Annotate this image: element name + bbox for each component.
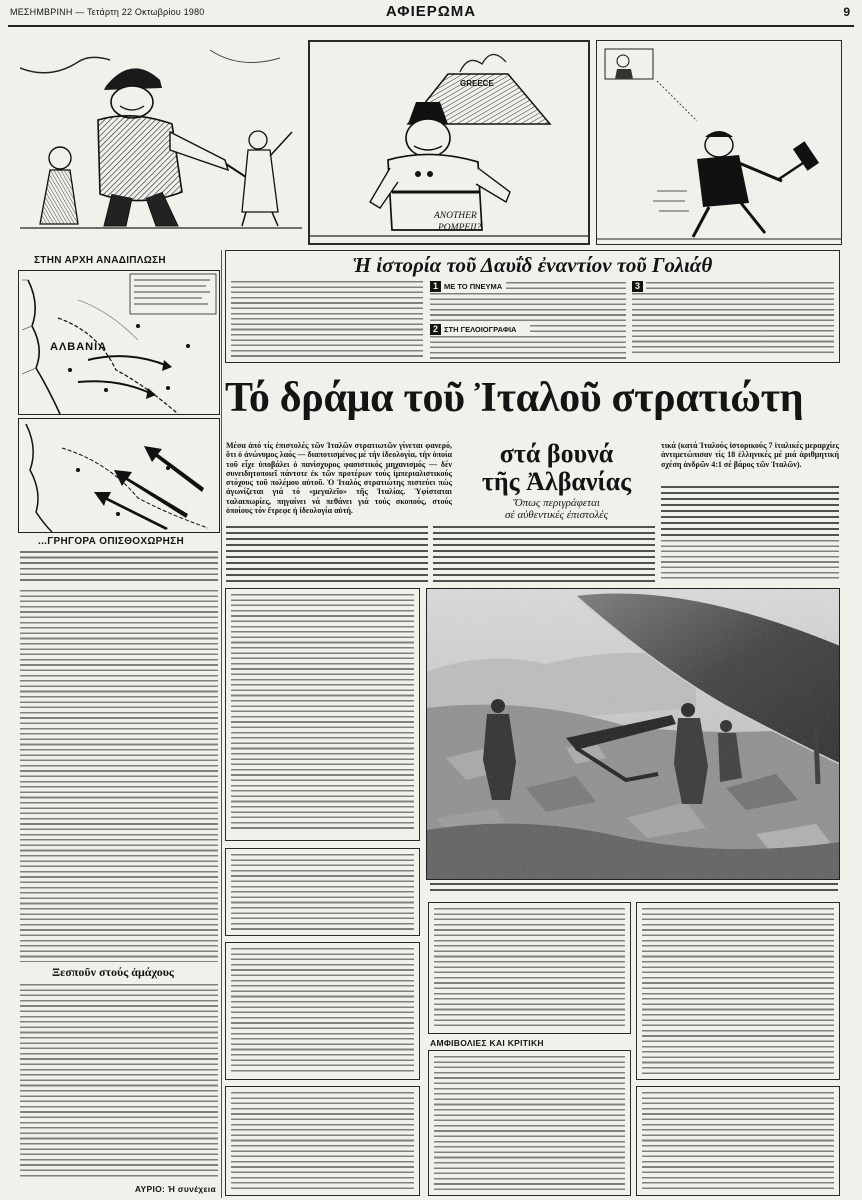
hammer-icon [779,141,819,179]
cartoon-left [20,40,302,232]
left-column-text-2 [20,984,218,1180]
letter-box-8 [636,1086,840,1196]
cartoon-middle [308,40,590,245]
letter-box-8-text [642,1092,834,1190]
letter-box-5 [428,902,631,1034]
map-top-title: ΣΤΗΝ ΑΡΧΗ ΑΝΑΔΙΠΛΩΣΗ [34,255,166,266]
story-item-text-2b [430,336,626,359]
masthead-date: ΜΕΣΗΜΒΡΙΝΗ — Τετάρτη 22 Οκτωβρίου 1980 [10,7,205,17]
story-item-text-1b [430,293,626,321]
map-caption [20,551,218,583]
map-initial-drawing [18,270,220,415]
article-headline: Τό δράμα τοῦ Ἰταλοῦ στρατιώτη [225,375,804,421]
letter-box-2 [225,848,420,936]
story-item-text-2a [530,325,626,332]
article-source-note [661,540,839,582]
letter-box-6-text [434,1056,625,1190]
letter-box-5-text [434,908,625,1028]
story-item-lead-2: ΣΤΗ ΓΕΛΟΙΟΓΡΑΦΙΑ [444,325,517,334]
story-item-number-2: 2 [430,324,441,335]
map-retreat-drawing [18,418,220,533]
cartoon-right-figure [242,131,292,226]
cartoon-left-drawing [20,40,302,232]
cartoon-small-figure [40,147,78,224]
article-lead-col1: Μέσα ἀπό τίς ἐπιστολές τῶν Ἰταλῶν στρατιωτῶν γίνεται φανερό, ὅτι ὁ ἀνώνυμος λαός — διαποτισμένος μέ τήν ἰδεολογία, τήν ὁποία τοῦ εἶχε ὑποβάλει ὁ πανίσχυρος φασιστικός μηχανισμός — δέν συνειδητοποιεῖ πάντοτε ἐκ τῶν προτέρων τούς ἰμπεριαλιστικούς στόχους τοῦ πολέμου αὐτοῦ. Ὁ Ἰταλός στρατιώτης πιστεύει πώς ἀγωνίζεται γιά τό «μεγαλεῖο» τῆς Ἰταλίας. Ὑφίσταται ταλαιπωρίες, πηγαίνει νά πεθάνει γιά τούς σκοπούς, στούς ὁποίους τόν ἔτρεφε ἡ ἰδεολογία αὐτή. [226,441,452,516]
letter-box-4-text [231,1092,414,1190]
cartoon-running-figure [693,131,782,237]
letter-box-4 [225,1086,420,1196]
continued-tomorrow: ΑΥΡΙΟ: Ἡ συνέχεια [134,1184,216,1194]
story-item-text-1a [506,282,626,289]
story-item-text-3b [632,293,834,353]
article-subheadline-1: στά βουνά [499,439,614,468]
cartoon-caption-line2: POMPEII? [438,223,482,233]
letter-box-6 [428,1050,631,1196]
cartoon-right [596,40,842,245]
article-subheadline-2: τῆς Ἀλβανίας [481,467,632,496]
letter-box-7 [636,902,840,1080]
photo-image [426,588,840,880]
article-lead-col2-cont [433,526,655,584]
article-lead-col1-cont [226,526,428,584]
header-rule [8,25,854,27]
story-item-lead-1: ΜΕ ΤΟ ΠΝΕΥΜΑ [444,282,503,291]
article-kicker-2: σέ αὐθεντικές ἐπιστολές [504,509,609,521]
story-item-number-3: 3 [632,281,643,292]
letter-box-1-text [231,594,414,832]
letter-box-7-text [642,908,834,1074]
photo-caption [430,883,838,895]
mountain-label: GREECE [460,79,494,88]
story-item-text-3a [646,282,834,289]
section-title: ΑΦΙΕΡΩΜΑ [385,3,477,20]
map-country-label: ΑΛΒΑΝΙΑ [50,341,108,353]
article-lead-col3: τικά (κατά Ἰταλούς ἱστορικούς 7 ἰταλικές μεραρχίες ἀντιμετώπισαν τίς 18 ἑλληνικές μέ μιά ἀριθμητική σχέση ἀνδρῶν 4:1 σέ βάρος τῶν Ἰταλῶν). [661,441,839,469]
letter-box-2-text [231,854,414,930]
map-initial-withdrawal [18,270,220,415]
left-column-subhead: Ξεσποῦν στούς ἀμάχους [52,965,174,979]
cartoon-caption-line1: ANOTHER [434,211,477,221]
page-number: 9 [843,5,850,19]
letters-subhead: ΑΜΦΙΒΟΛΙΕΣ ΚΑΙ ΚΡΙΤΙΚΗ [430,1038,544,1048]
cartoon-right-drawing [597,41,841,244]
left-column-text [20,590,218,962]
letter-box-1 [225,588,420,841]
story-box-title: Ἡ ἱστορία τοῦ Δαυΐδ ἐναντίον τοῦ Γολιάθ [352,253,713,277]
story-box-col1-text [231,281,423,359]
letter-box-3-text [231,948,414,1074]
letter-box-3 [225,942,420,1080]
photo-downed-plane [426,588,840,880]
story-item-number-1: 1 [430,281,441,292]
cartoon-middle-drawing [310,42,588,243]
map-fast-retreat [18,418,220,533]
article-lead-col3-text [661,486,839,536]
map-bottom-title: ...ΓΡΗΓΟΡΑ ΟΠΙΣΘΟΧΩΡΗΣΗ [38,536,184,547]
article-kicker-1: Ὅπως περιγράφεται [513,497,600,509]
column-rule [221,250,222,1198]
